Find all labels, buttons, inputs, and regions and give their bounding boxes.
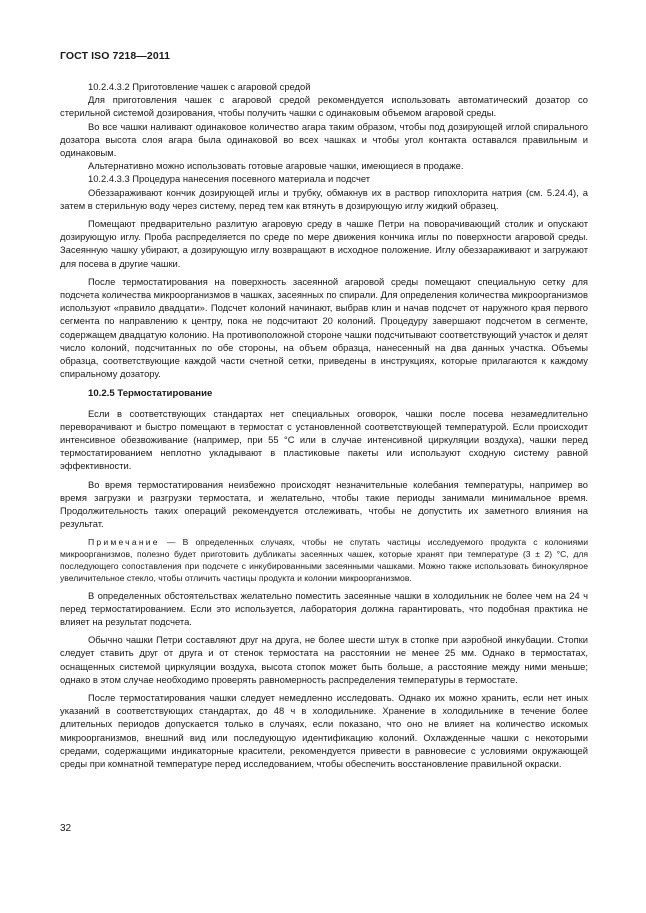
paragraph: Во время термостатирования неизбежно происходят незначительные колебания температуры, например во время загрузки и разгрузки термостата, и желательно, чтобы такие периоды занимали минимальное время. Продолжительность таких операций рекомендуется отслеживать, чтобы не допустить их заметного влияния на результат.	[60, 478, 588, 530]
paragraph: После термостатирования на поверхность засеянной агаровой среды помещают специальную сетку для подсчета количества микроорганизмов в чашках, засеянных по спирали. Для определения количества микроорганизмов используют «правило двадцати». Подсчет колоний начинают, выбрав клин и начав подсчет от наружного края первого сегмента по направлению к центру, пока не подсчитают 20 колоний. Процедуру завершают подсчетом в сегменте, содержащем двадцатую колонию. На противоположной стороне чашки подсчитывают соответствующий участок и делят число колоний, подсчитанных по обе стороны, на объем образца, нанесенный на два данных участка. Объемы образца, соответствующие каждой части счетной сетки, приведены в инструкциях, которые прилагаются к каждому спиральному дозатору.	[60, 275, 588, 380]
note-label: Примечание	[88, 536, 160, 547]
paragraph: Помещают предварительно разлитую агаровую среду в чашке Петри на поворачивающий столик и опускают дозирующую иглу. Проба распределяется по среде по мере движения кончика иглы по поверхности агаровой среды. Засеянную чашку убирают, а дозирующую иглу возвращают в исходное положение. Иглу обеззараживают и загружают для посева в другие чашки.	[60, 218, 588, 269]
section-heading: 10.2.5 Термостатирование	[88, 388, 213, 400]
paragraph: Обычно чашки Петри составляют друг на друга, не более шести штук в стопке при аэробной инкубации. Стопки следует ставить друг от друга и от стенок термостата на расстоянии не менее 25 мм. Однако в термостатах, оснащенных системой циркуляции воздуха, высота стопок может быть больше, а расстояние между ними меньше; однако в этом случае необходимо проверять равномерность распределения температуры в термостате.	[60, 634, 588, 685]
note-text: — В определенных случаях, чтобы не спутать частицы исследуемого продукта с колониями микроорганизмов, полезно будет приготовить дубликаты засеянных чашек, которые хранят при температуре (3 ± 2) °С, для последующего сопоставления при подсчете с инкубированными засеянными чашками. Можно также использовать бинокулярное увеличительное стекло, чтобы отличить частицы продукта и колонии микроорганизмов.	[60, 536, 588, 583]
page-number: 32	[60, 823, 72, 834]
paragraph: После термостатирования чашки следует немедленно исследовать. Однако их можно хранить, если нет иных указаний в соответствующих стандартах, до 48 ч в холодильнике. Хранение в холодильнике в течение более длительных периодов допускается только в случаях, если показано, что оно не влияет на количество искомых микроорганизмов, внешний вид или последующую идентификацию колоний. Охлажденные чашки с некоторыми средами, содержащими индикаторные красители, рекомендуется привести в равновесие с условиями окружающей среды при комнатной температуре перед исследованием, чтобы обеспечить восстановление правильной окраски.	[60, 691, 588, 769]
paragraph: В определенных обстоятельствах желательно поместить засеянные чашки в холодильник не более чем на 24 ч перед термостатированием. Если это используется, лаборатория должна гарантировать, что подобная практика не влияет на результат подсчета.	[60, 589, 588, 627]
paragraph-subclause-heading: 10.2.4.3.3 Процедура нанесения посевного материала и подсчет	[88, 173, 371, 185]
paragraph: Во все чашки наливают одинаковое количество агара таким образом, чтобы под дозирующей иглой спирального дозатора высота слоя агара была одинаковой во всех чашках и чтобы угол контакта оставался правильным и одинаковым.	[60, 120, 588, 159]
document-body	[60, 80, 588, 770]
paragraph: Обеззараживают кончик дозирующей иглы и трубку, обмакнув их в раствор гипохлорита натрия (см. 5.24.4), а затем в стерильную воду через систему, перед тем как втянуть в дозирующую иглу жидкий образец.	[60, 186, 588, 211]
document-header: ГОСТ ISO 7218—2011	[60, 50, 171, 62]
paragraph: Альтернативно можно использовать готовые агаровые чашки, имеющиеся в продаже.	[88, 160, 464, 172]
paragraph: Для приготовления чашек с агаровой средой рекомендуется использовать автоматический дозатор со стерильной системой дозирования, чтобы получить чашки с одинаковым объемом агаровой среды.	[60, 94, 588, 119]
paragraph: Если в соответствующих стандартах нет специальных оговорок, чашки после посева незамедлительно переворачивают и быстро помещают в термостат с установленной соответствующей температурой. Если происходит интенсивное обезвоживание (например, при 55 °С или в случае интенсивной циркуляции воздуха), чашки перед термостатированием неплотно укладывают в пластиковые пакеты или используют сходную систему равной эффективности.	[60, 407, 588, 472]
paragraph-subclause-heading: 10.2.4.3.2 Приготовление чашек с агаровой средой	[88, 81, 311, 92]
note-paragraph	[60, 536, 588, 584]
